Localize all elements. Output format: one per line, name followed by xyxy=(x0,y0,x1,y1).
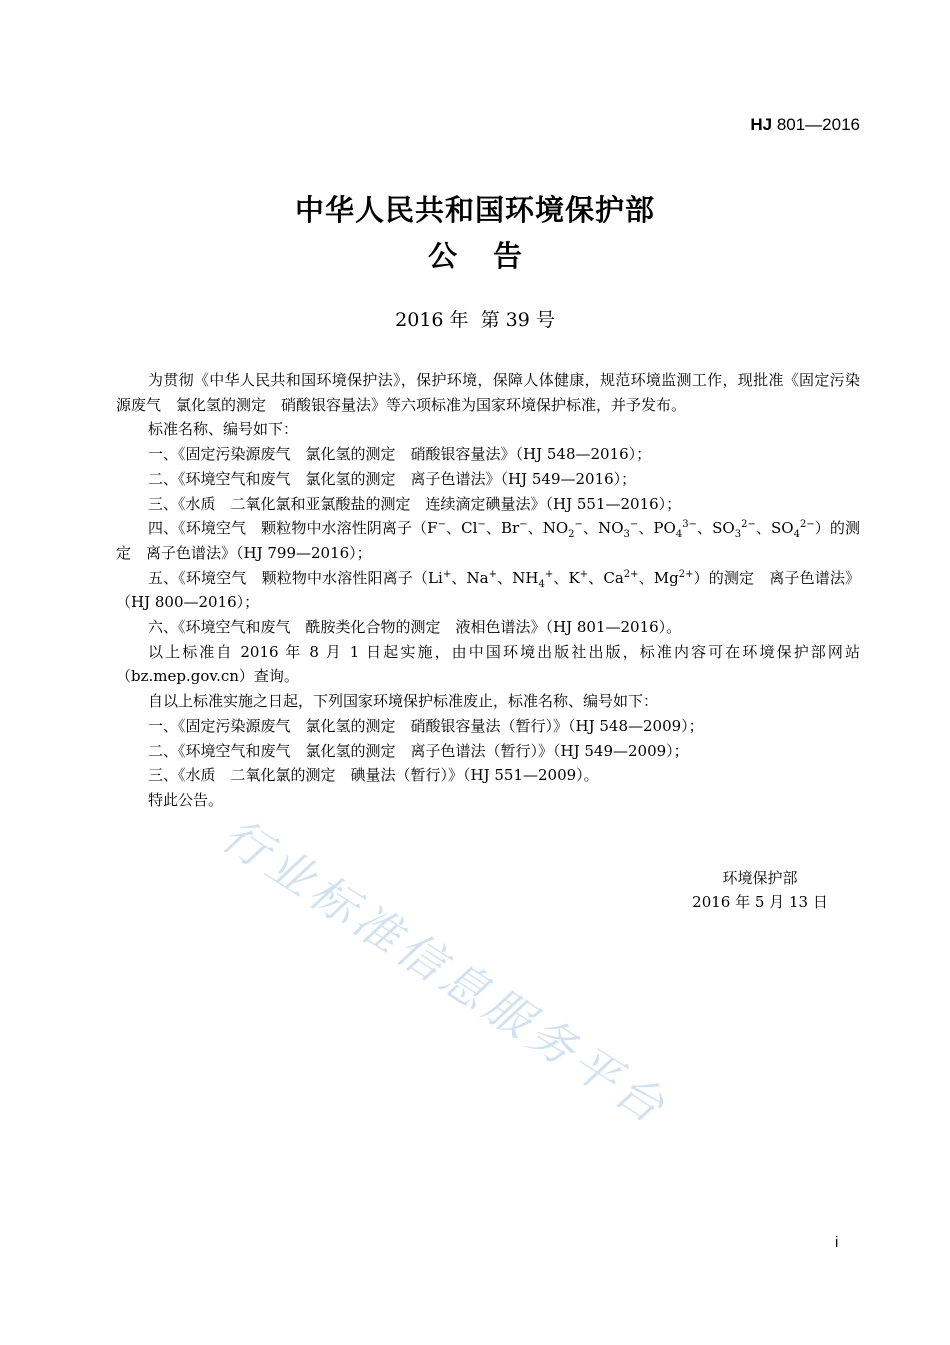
paragraph-list-heading: 标准名称、编号如下： xyxy=(148,420,299,439)
paragraph-repeal-heading: 自以上标准实施之日起，下列国家环境保护标准废止，标准名称、编号如下： xyxy=(148,692,659,711)
list-item-1: 一、《固定污染源废气 氯化氢的测定 硝酸银容量法》（HJ 548—2016）； xyxy=(148,445,652,464)
list-item-6: 六、《环境空气和废气 酰胺类化合物的测定 液相色谱法》（HJ 801—2016）。 xyxy=(148,618,682,637)
standard-code xyxy=(750,115,860,135)
standard-code-prefix: HJ xyxy=(750,115,773,134)
paragraph-effective-date: 以上标准自 2016 年 8 月 1 日起实施，由中国环境出版社出版，标准内容可在环境保护部网站（bz.mep.gov.cn）查询。 xyxy=(116,642,860,686)
repealed-item-3: 三、《水质 二氧化氯的测定 碘量法（暂行）》（HJ 551—2009）。 xyxy=(148,766,599,785)
repealed-item-1: 一、《固定污染源废气 氯化氢的测定 硝酸银容量法（暂行）》（HJ 548—2009）； xyxy=(148,716,704,735)
issue-no: 第 39 号 xyxy=(480,309,555,331)
watermark: 行业标准信息服务平台 xyxy=(212,807,679,1137)
page-number: i xyxy=(835,1234,839,1251)
announcement-title-char-2: 告 xyxy=(493,239,523,273)
standard-code-number: 801—2016 xyxy=(776,115,860,134)
list-item-5-end: ）的测定 离子色谱法》（HJ 800—2016）； xyxy=(116,568,860,612)
list-item-2: 二、《环境空气和废气 氯化氢的测定 离子色谱法》（HJ 549—2016）； xyxy=(148,469,637,488)
announcement-body xyxy=(116,368,860,813)
signature-org: 环境保护部 xyxy=(722,869,798,887)
list-item-3: 三、《水质 二氧化氯和亚氯酸盐的测定 连续滴定碘量法》（HJ 551—2016）； xyxy=(148,494,682,513)
list-item-4: 四、《环境空气 颗粒物中水溶性阴离子（F−、Cl−、Br−、$NO_2^-$、$NO_3^-$、$PO_4^{3-}$、$SO_3^{2-}$、$SO_4^{2-}$）的测定 离子色谱法》（HJ 799—2016）； xyxy=(116,519,860,562)
announcement-title-char-1: 公 xyxy=(427,239,457,273)
ministry-title: 中华人民共和国环境保护部 xyxy=(294,193,655,227)
paragraph-intro: 为贯彻《中华人民共和国环境保护法》，保护环境，保障人体健康，规范环境监测工作，现批准《固定污染源废气 氯化氢的测定 硝酸银容量法》等六项标准为国家环境保护标准，并予发布。 xyxy=(116,371,860,414)
announcement-title xyxy=(0,234,950,275)
issue-number xyxy=(0,305,950,332)
signature-date: 2016 年 5 月 13 日 xyxy=(692,893,828,911)
issue-year: 2016 年 xyxy=(395,309,469,331)
paragraph-closing: 特此公告。 xyxy=(148,790,224,809)
repealed-item-2: 二、《环境空气和废气 氯化氢的测定 离子色谱法（暂行）》（HJ 549—2009）； xyxy=(148,741,689,760)
list-item-5: 五、《环境空气 颗粒物中水溶性阳离子（Li+、Na+、$NH_4^+$、K+、$Ca^{2+}$、$Mg^{2+}$）的测定 离子色谱法》（HJ 800—2016）； xyxy=(116,568,860,612)
list-item-4-start: 四、《环境空气 颗粒物中水溶性阴离子（F xyxy=(148,519,438,538)
list-item-4-end: ）的测定 离子色谱法》（HJ 799—2016）； xyxy=(116,519,860,562)
list-item-5-start: 五、《环境空气 颗粒物中水溶性阳离子（Li xyxy=(148,568,443,587)
